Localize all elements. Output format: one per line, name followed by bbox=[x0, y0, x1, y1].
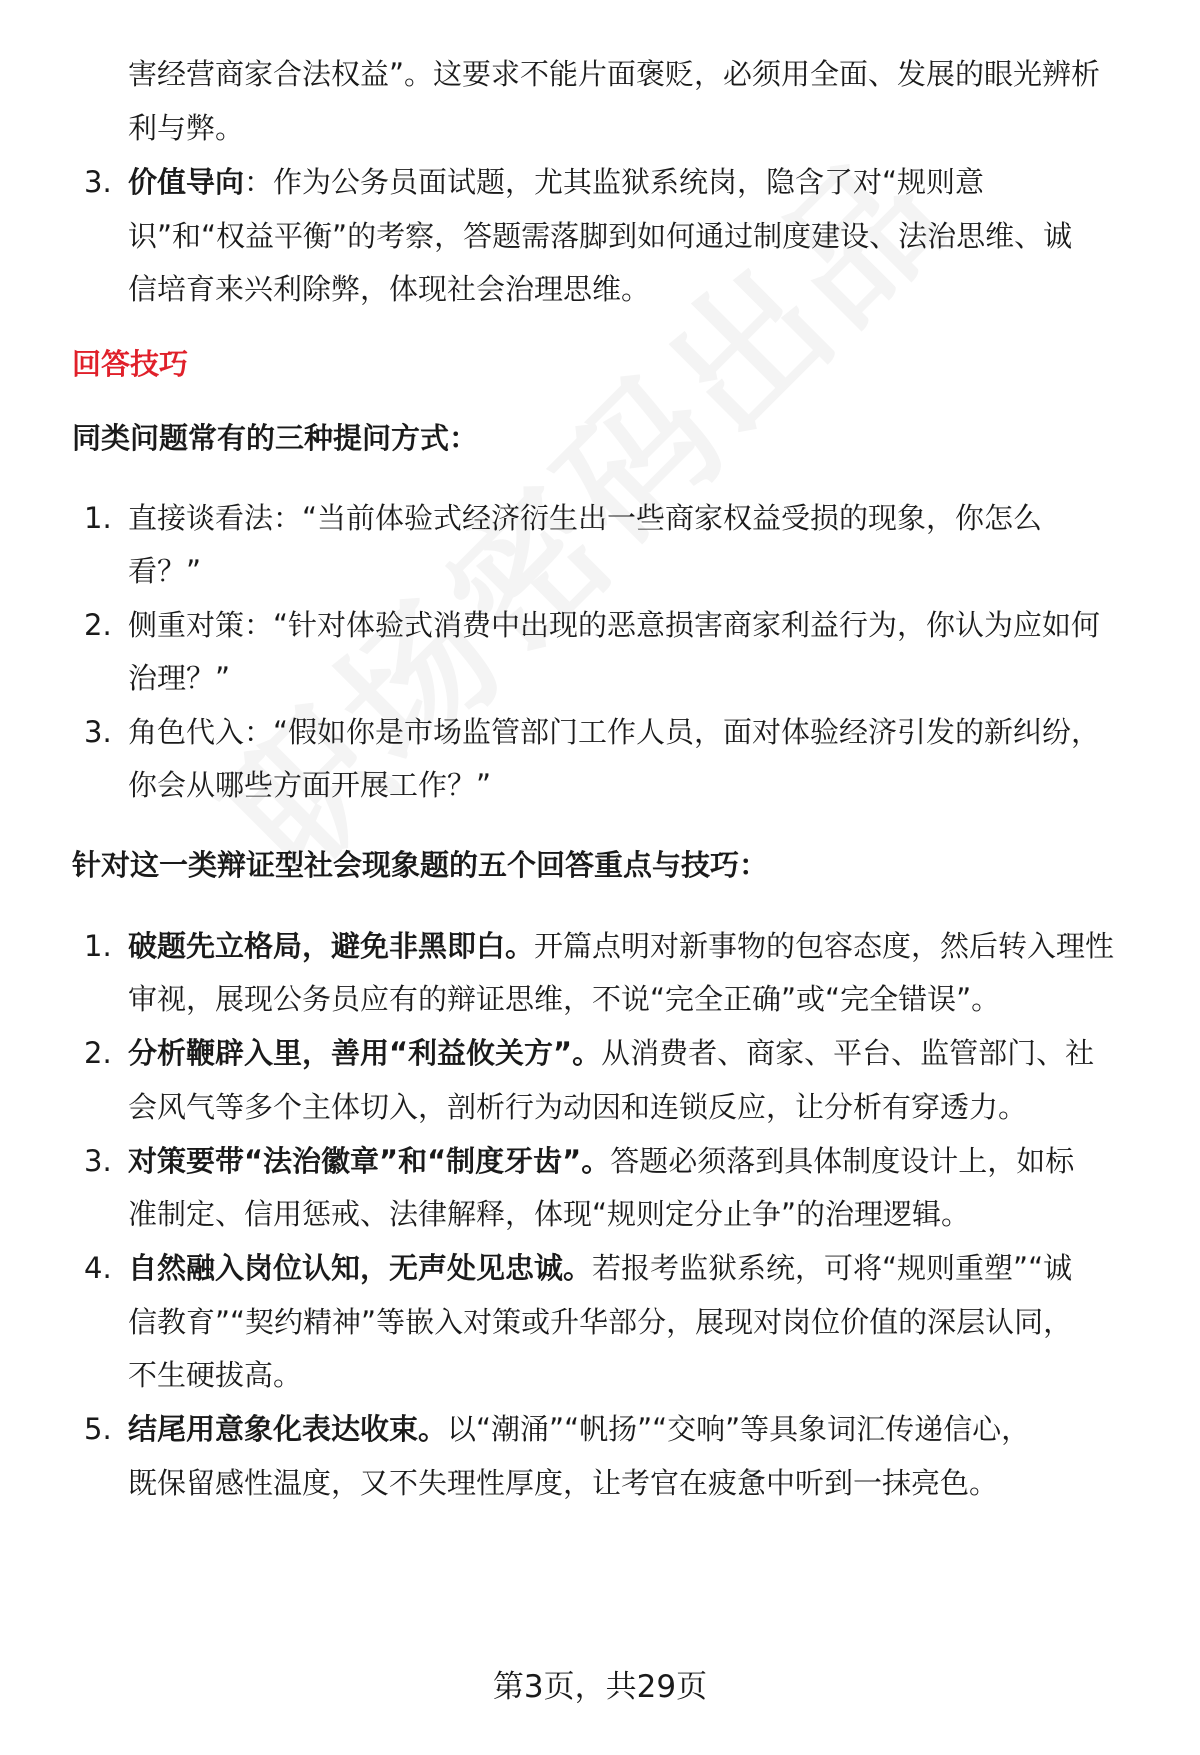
list-item-line bbox=[128, 926, 1114, 966]
list-item-line bbox=[128, 162, 984, 202]
list-number: 2. bbox=[84, 1036, 112, 1070]
list-item-line: 信教育”“契约精神”等嵌入对策或升华部分，展现对岗位价值的深层认同， bbox=[128, 1305, 1073, 1339]
list-item-line: 你会从哪些方面开展工作？” bbox=[128, 768, 492, 802]
subsection-heading: 针对这一类辩证型社会现象题的五个回答重点与技巧： bbox=[72, 848, 769, 882]
bold-term: 分析鞭辟入里，善用“利益攸关方”。 bbox=[128, 1036, 602, 1070]
list-item-line: 侧重对策：“针对体验式消费中出现的恶意损害商家利益行为，你认为应如何 bbox=[128, 608, 1101, 642]
list-item-line: 既保留感性温度，又不失理性厚度，让考官在疲惫中听到一抹亮色。 bbox=[128, 1466, 999, 1500]
page-number-footer: 第3页，共29页 bbox=[492, 1669, 708, 1705]
list-number: 3. bbox=[84, 1144, 112, 1178]
list-number: 1. bbox=[84, 929, 112, 963]
list-item-line: 直接谈看法：“当前体验式经济衍生出一些商家权益受损的现象，你怎么 bbox=[128, 501, 1043, 535]
list-item-line: 识”和“权益平衡”的考察，答题需落脚到如何通过制度建设、法治思维、诚 bbox=[128, 219, 1073, 253]
bold-term: 价值导向 bbox=[128, 165, 245, 199]
list-item-line: 看？” bbox=[128, 554, 202, 588]
list-item-text: 若报考监狱系统，可将“规则重塑”“诚 bbox=[592, 1251, 1073, 1285]
list-number: 1. bbox=[84, 501, 112, 535]
bold-term: 破题先立格局，避免非黑即白。 bbox=[128, 929, 535, 963]
list-item-line: 信培育来兴利除弊，体现社会治理思维。 bbox=[128, 272, 651, 306]
list-number: 3. bbox=[84, 165, 112, 199]
list-item-line: 治理？” bbox=[128, 661, 231, 695]
list-item-line bbox=[128, 1033, 1094, 1073]
list-item-text: 从消费者、商家、平台、监管部门、社 bbox=[601, 1036, 1095, 1070]
list-item-line: 不生硬拔高。 bbox=[128, 1358, 303, 1392]
list-item-line bbox=[128, 1409, 1030, 1449]
paragraph-line: 害经营商家合法权益”。这要求不能片面褒贬，必须用全面、发展的眼光辨析 bbox=[128, 57, 1101, 91]
list-item-text: 开篇点明对新事物的包容态度，然后转入理性 bbox=[534, 929, 1115, 963]
bold-term: 自然融入岗位认知，无声处见忠诚。 bbox=[128, 1251, 593, 1285]
list-item-line bbox=[128, 1141, 1074, 1181]
list-item-line: 准制定、信用惩戒、法律解释，体现“规则定分止争”的治理逻辑。 bbox=[128, 1197, 971, 1231]
list-item-line: 角色代入：“假如你是市场监管部门工作人员，面对体验经济引发的新纠纷， bbox=[128, 715, 1101, 749]
list-item-text: ：作为公务员面试题，尤其监狱系统岗，隐含了对“规则意 bbox=[244, 165, 985, 199]
list-item-line: 会风气等多个主体切入，剖析行为动因和连锁反应，让分析有穿透力。 bbox=[128, 1090, 1028, 1124]
list-number: 2. bbox=[84, 608, 112, 642]
list-number: 4. bbox=[84, 1251, 112, 1285]
paragraph-line: 利与弊。 bbox=[128, 111, 245, 145]
bold-term: 结尾用意象化表达收束。 bbox=[128, 1412, 448, 1446]
list-item-text: 以“潮涌”“帆扬”“交响”等具象词汇传递信心， bbox=[447, 1412, 1031, 1446]
list-number: 5. bbox=[84, 1412, 112, 1446]
list-item-line bbox=[128, 1248, 1072, 1288]
list-item-text: 答题必须落到具体制度设计上，如标 bbox=[610, 1144, 1075, 1178]
section-title: 回答技巧 bbox=[72, 347, 189, 381]
subsection-heading: 同类问题常有的三种提问方式： bbox=[72, 421, 479, 455]
list-number: 3. bbox=[84, 715, 112, 749]
bold-term: 对策要带“法治徽章”和“制度牙齿”。 bbox=[128, 1144, 611, 1178]
list-item-line: 审视，展现公务员应有的辩证思维，不说“完全正确”或“完全错误”。 bbox=[128, 982, 1001, 1016]
